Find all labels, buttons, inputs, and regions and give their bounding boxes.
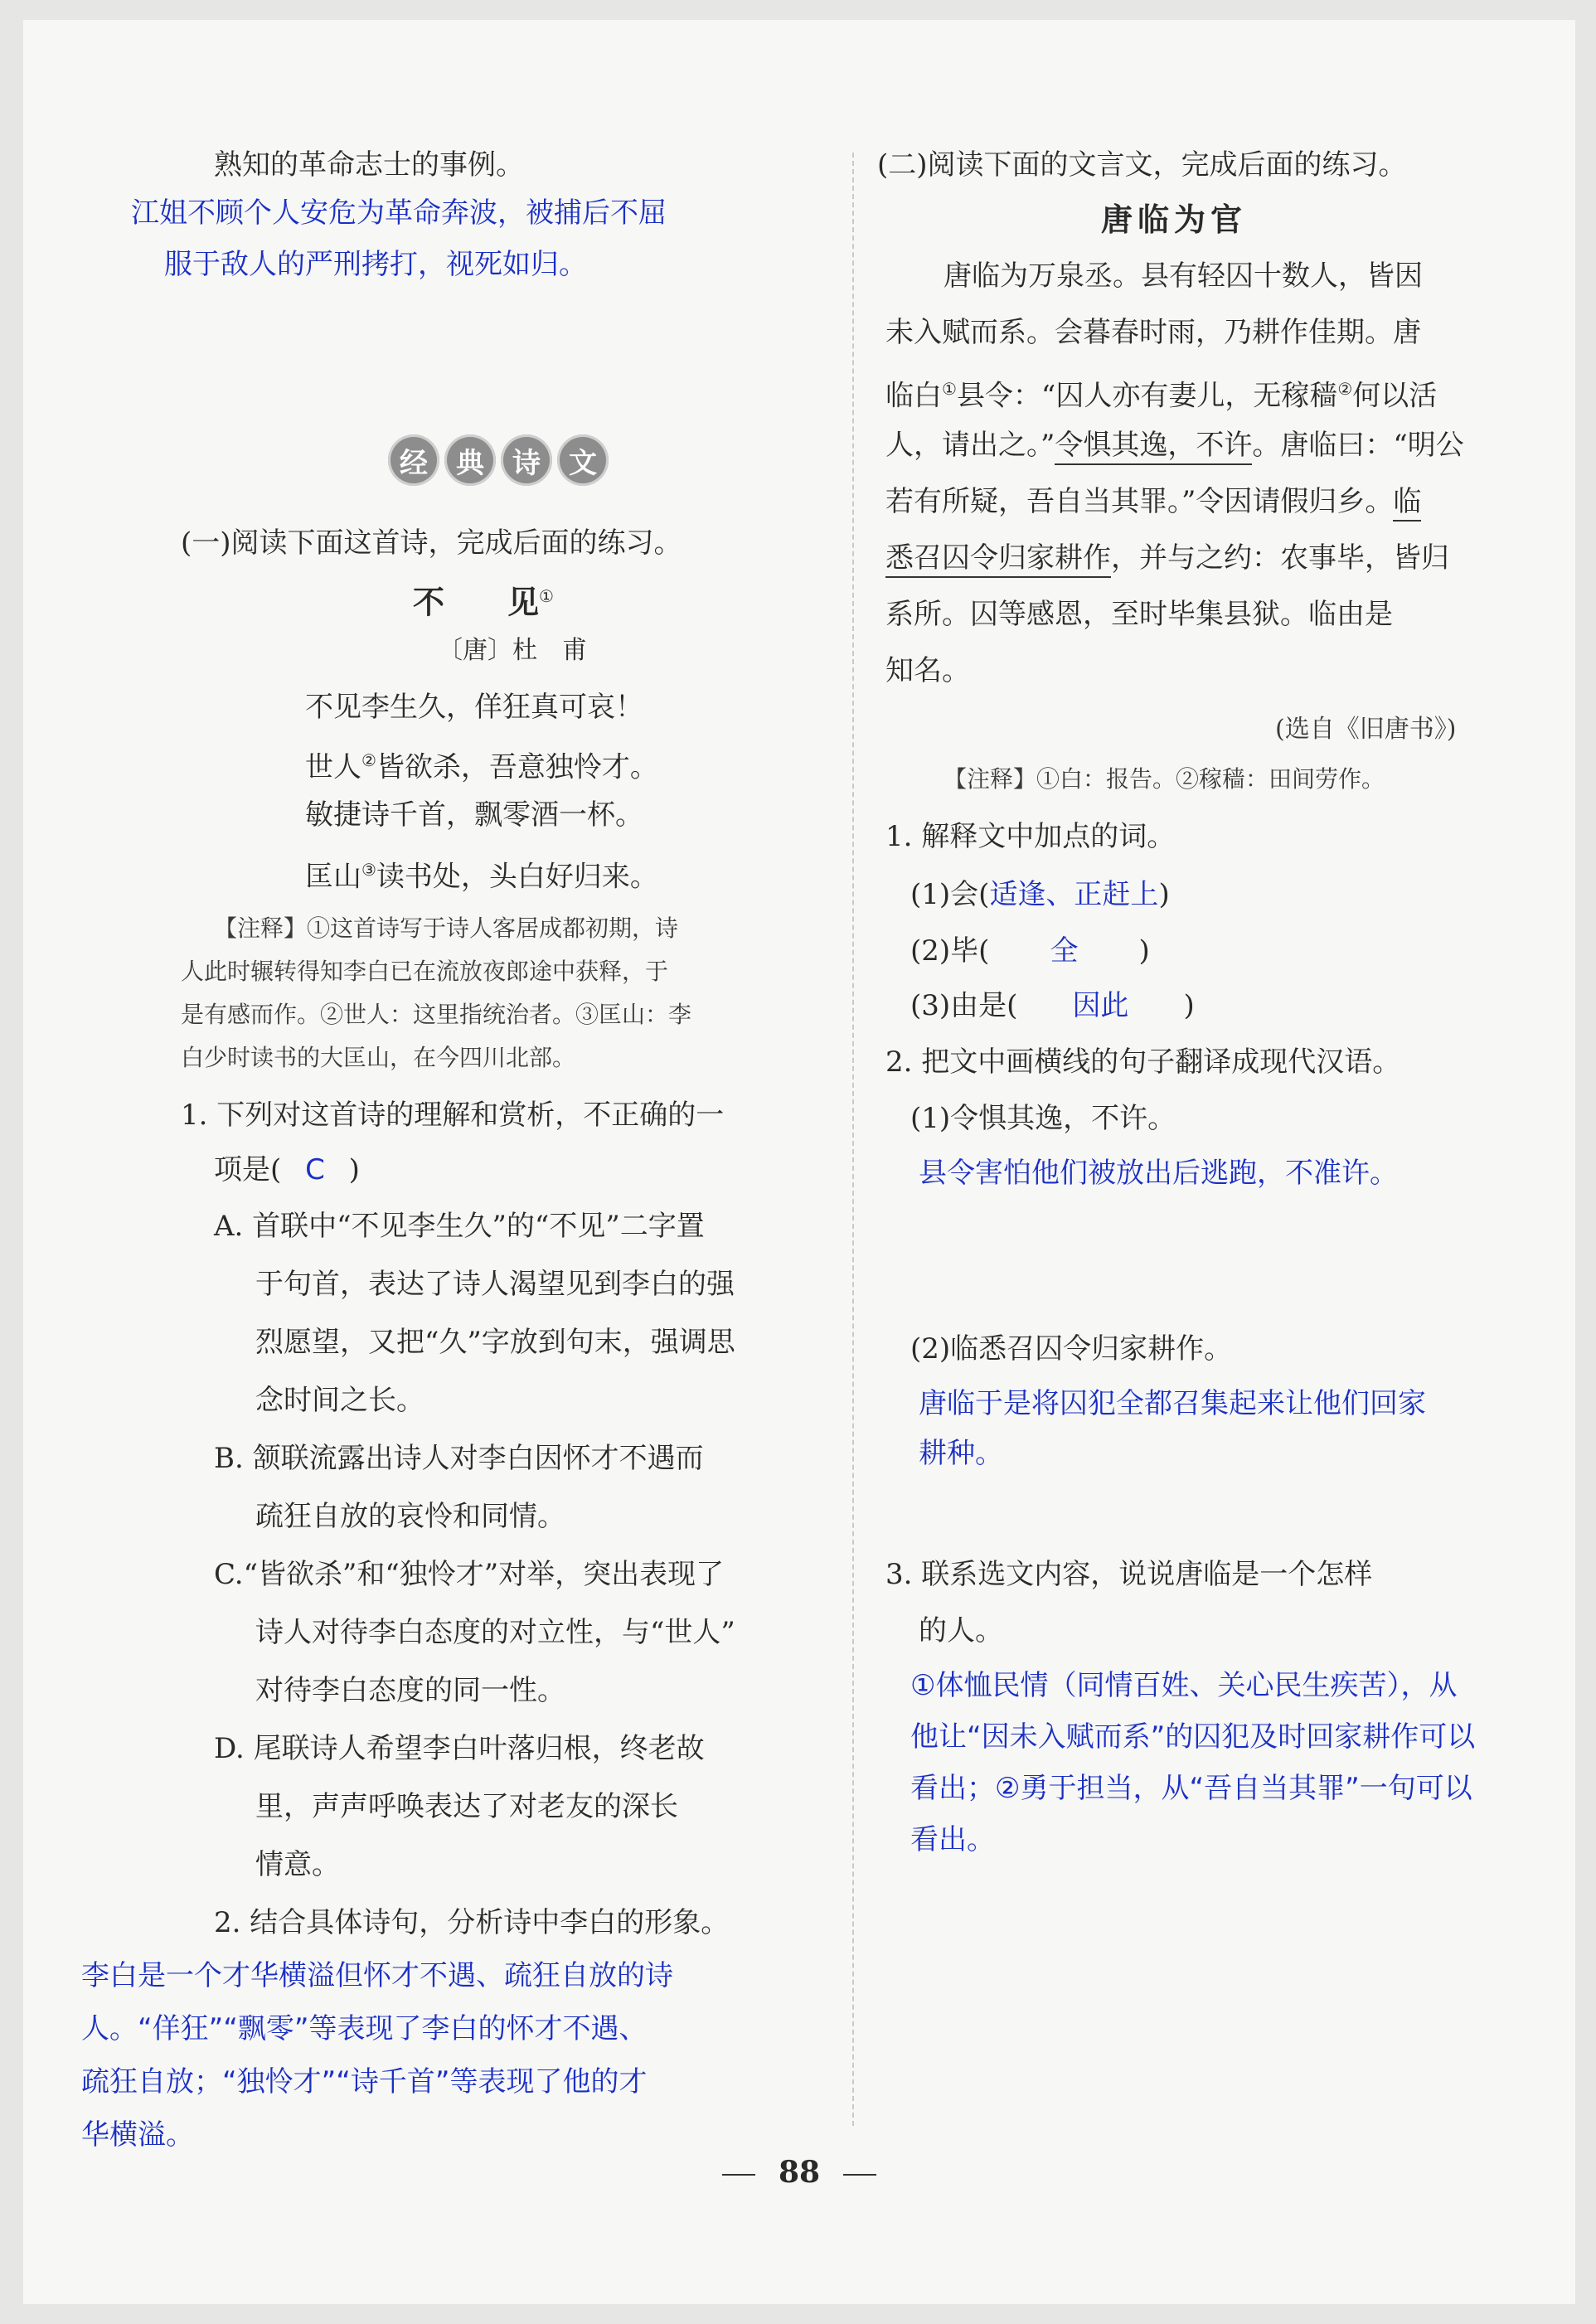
option-c: 诗人对待李白态度的对立性，与“世人” [255,1616,735,1649]
answer-fill: 适逢、正赶上 [989,878,1159,911]
question-1: 1. 解释文中加点的词。 [885,820,1176,853]
answer-line: 唐临于是将囚犯全都召集起来让他们回家 [919,1387,1426,1420]
underlined-sentence: 悉召囚令归家耕作 [885,541,1111,578]
passage-note: 【注释】①白：报告。②稼穑：田间劳作。 [944,765,1385,793]
passage-line: 未入赋而系。会暮春时雨，乃耕作佳期。唐 [885,316,1421,349]
answer-fill: 因此 [1072,989,1129,1022]
option-c: 对待李白态度的同一性。 [255,1674,565,1707]
passage-title: 唐临为官 [1101,201,1248,238]
answer-line: 华横溢。 [81,2118,194,2152]
passage-line: 知名。 [885,654,970,687]
question-3: 3. 联系选文内容，说说唐临是一个怎样 [885,1558,1373,1591]
option-b: 疏狂自放的哀怜和同情。 [255,1500,565,1533]
answer-line: 疏狂自放；“独怜才”“诗千首”等表现了他的才 [81,2065,648,2098]
answer-line: 江姐不顾个人安危为革命奔波，被捕后不屈 [131,196,667,230]
question-3: 的人。 [919,1614,1003,1647]
poem-note: 是有感而作。②世人：这里指统治者。③匡山：李 [181,1001,692,1028]
sub-question: (2)毕( 全 ) [910,932,1150,970]
poem-title: 不 见① [413,583,554,621]
answer-fill: 全 [1050,934,1079,968]
poem-author: 〔唐〕杜 甫 [438,636,587,665]
passage-line: 临白①县令：“囚人亦有妻儿，无稼穑②何以活 [885,379,1438,413]
page-number: 88 [23,2155,1575,2190]
question-2: 2. 结合具体诗句，分析诗中李白的形象。 [214,1906,730,1939]
answer-line: 耕种。 [919,1437,1003,1470]
sub-question: (3)由是( 因此 ) [910,987,1195,1025]
answer-line: 看出；②勇于担当，从“吾自当其罪”一句可以 [910,1772,1472,1805]
answer-line: ①体恤民情（同情百姓、关心民生疾苦），从 [910,1669,1458,1702]
answer-line: 人。“佯狂”“飘零”等表现了李白的怀才不遇、 [81,2012,648,2045]
passage-line: 人，请出之。”令惧其逸，不许。唐临曰：“明公 [885,426,1464,464]
underlined-sentence: 临 [1393,485,1421,522]
badge-char: 典 [444,434,496,486]
sub-question: (1)会(适逢、正赶上) [910,878,1170,911]
underlined-sentence: 令惧其逸，不许 [1055,429,1252,465]
section-badge [388,434,609,492]
answer-choice: C [305,1153,325,1186]
section-heading: (二)阅读下面的文言文，完成后面的练习。 [877,148,1407,182]
option-a: A. 首联中“不见李生久”的“不见”二字置 [214,1210,705,1243]
passage-line: 唐临为万泉丞。县有轻囚十数人，皆因 [944,260,1423,293]
workbook-page [23,20,1575,2304]
question-1-stem: 项是( C ) [214,1153,360,1186]
prev-question-tail: 熟知的革命志士的事例。 [214,148,524,182]
answer-line: 他让“因未入赋而系”的囚犯及时回家耕作可以 [910,1720,1476,1754]
option-a: 于句首，表达了诗人渴望见到李白的强 [255,1268,735,1301]
option-b: B. 颔联流露出诗人对李白因怀才不遇而 [214,1442,704,1475]
badge-char: 诗 [501,434,552,486]
option-c: C.“皆欲杀”和“独怜才”对举，突出表现了 [214,1558,725,1591]
poem-line: 不见李生久，佯狂真可哀！ [305,691,643,724]
poem-line: 世人②皆欲杀，吾意独怜才。 [305,750,658,784]
question-2: 2. 把文中画横线的句子翻译成现代汉语。 [885,1046,1401,1079]
answer-line: 县令害怕他们被放出后逃跑，不准许。 [919,1157,1398,1190]
dash-right [843,2174,876,2176]
dash-left [722,2174,755,2176]
sub-question: (2)临悉召囚令归家耕作。 [910,1332,1233,1366]
answer-line: 看出。 [910,1823,995,1856]
badge-char: 经 [388,434,439,486]
option-d: 里，声声呼唤表达了对老友的深长 [255,1790,678,1823]
poem-note: 人此时辗转得知李白已在流放夜郎途中获释，于 [181,958,669,985]
sub-question: (1)令惧其逸，不许。 [910,1102,1176,1135]
column-divider [852,153,854,2126]
passage-line: 系所。囚等感恩，至时毕集县狱。临由是 [885,598,1393,631]
answer-line: 服于敌人的严刑拷打，视死如归。 [164,248,587,281]
poem-line: 匡山③读书处，头白好归来。 [305,860,658,894]
option-a: 念时间之长。 [255,1384,424,1417]
question-1: 1. 下列对这首诗的理解和赏析，不正确的一 [181,1099,725,1132]
option-d: 情意。 [255,1848,340,1881]
answer-line: 李白是一个才华横溢但怀才不遇、疏狂自放的诗 [81,1959,673,1992]
source: (选自《旧唐书》) [1275,715,1457,744]
passage-line: 悉召囚令归家耕作，并与之约：农事毕，皆归 [885,539,1449,577]
poem-note: 白少时读书的大匡山，在今四川北部。 [181,1044,576,1071]
passage-line: 若有所疑，吾自当其罪。”令因请假归乡。临 [885,483,1421,521]
option-d: D. 尾联诗人希望李白叶落归根，终老故 [214,1732,705,1765]
option-a: 烈愿望，又把“久”字放到句末，强调思 [255,1326,735,1359]
badge-char: 文 [557,434,609,486]
poem-note: 【注释】①这首诗写于诗人客居成都初期，诗 [214,915,679,942]
section-heading: (一)阅读下面这首诗，完成后面的练习。 [181,526,682,560]
poem-line: 敏捷诗千首，飘零酒一杯。 [305,798,643,832]
